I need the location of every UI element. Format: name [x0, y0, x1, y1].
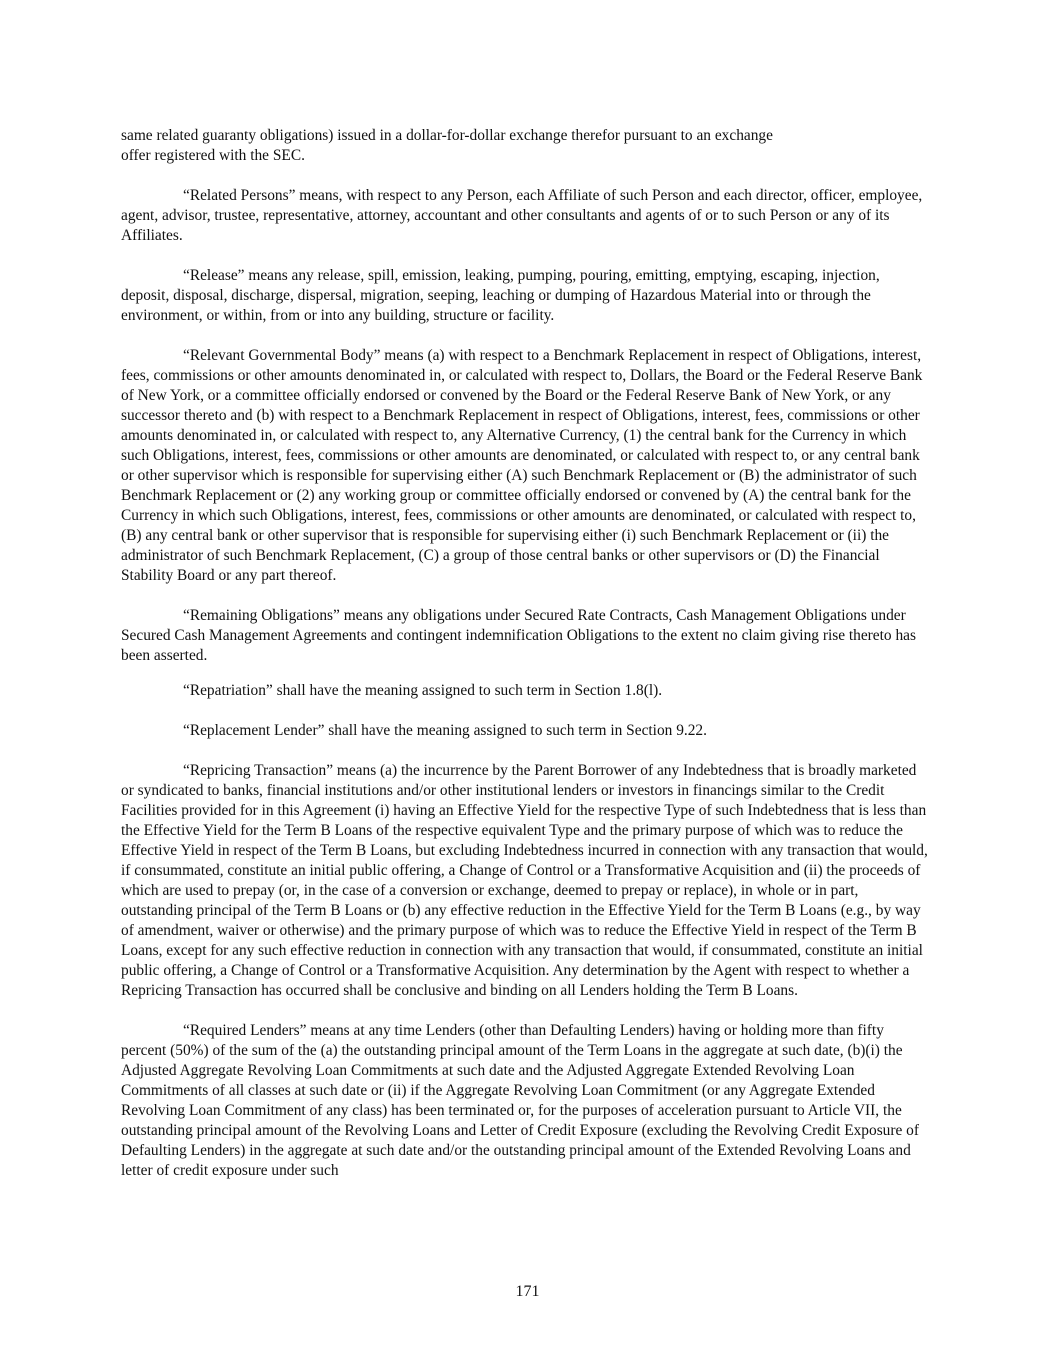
definition-required-lenders: “Required Lenders” means at any time Lenders (other than Defaulting Lenders) having or holding more than fifty percent (50%) of the sum of the (a) the outstanding principal amount of the Term Loans in the aggregate at such date, (b)(i) the Adjusted Aggregate Revolving Loan Commitments at such date and the Adjusted Aggregate Extended Revolving Loan Commitments of all classes at such date or (ii) if the Aggregate Revolving Loan Commitment (or any Aggregate Extended Revolving Loan Commitment of any class) has been terminated or, for the purposes of acceleration pursuant to Article VII, the outstanding principal amount of the Revolving Loans and Letter of Credit Exposure (excluding the Revolving Credit Exposure of Defaulting Lenders) in the aggregate at such date and/or the outstanding principal amount of the Extended Revolving Loans and letter of credit exposure under such [121, 1022, 919, 1179]
definition-release: “Release” means any release, spill, emission, leaking, pumping, pouring, emitting, emptying, escaping, injection, deposit, disposal, discharge, dispersal, migration, seeping, leaching or dumping of Hazardous Material into or through the environment, or within, from or into any building, structure or facility. [121, 267, 880, 324]
document-page [121, 126, 929, 1181]
definition-replacement-lender: “Replacement Lender” shall have the meaning assigned to such term in Section 9.22. [183, 722, 707, 739]
continuation-line-1: same related guaranty obligations) issued in a dollar-for-dollar exchange therefor pursuant to an exchange [121, 127, 773, 144]
definition-remaining-obligations: “Remaining Obligations” means any obligations under Secured Rate Contracts, Cash Management Obligations under Secured Cash Management Agreements and contingent indemnification Obligations to the extent no claim giving rise thereto has been asserted. [121, 607, 916, 664]
definition-related-persons: “Related Persons” means, with respect to any Person, each Affiliate of such Person and each director, officer, employee, agent, advisor, trustee, representative, attorney, accountant and other consultants and agents of or to such Person or any of its Affiliates. [121, 187, 923, 244]
page-number: 171 [515, 1283, 540, 1300]
definition-repricing-transaction: “Repricing Transaction” means (a) the incurrence by the Parent Borrower of any Indebtedness that is broadly marketed or syndicated to banks, financial institutions and/or other institutional lenders or investors in financings similar to the Credit Facilities provided for in this Agreement (i) having an Effective Yield for the respective Type of such Indebtedness that is less than the Effective Yield for the Term B Loans of the respective equivalent Type and the primary purpose of which was to reduce the Effective Yield in respect of the Term B Loans, but excluding Indebtedness incurred in connection with any transaction that would, if consummated, constitute an initial public offering, a Change of Control or a Transformative Acquisition and (ii) the proceeds of which are used to prepay (or, in the case of a conversion or exchange, deemed to prepay or replace), in whole or in part, outstanding principal of the Term B Loans or (b) any effective reduction in the Effective Yield for the Term B Loans (e.g., by way of amendment, waiver or otherwise) and the primary purpose of which was to reduce the Effective Yield in respect of the Term B Loans, except for any such effective reduction in connection with any transaction that would, if consummated, constitute an initial public offering, a Change of Control or a Transformative Acquisition. Any determination by the Agent with respect to whether a Repricing Transaction has occurred shall be conclusive and binding on all Lenders holding the Term B Loans. [121, 762, 928, 999]
continuation-line-2: offer registered with the SEC. [121, 147, 305, 164]
definition-relevant-governmental-body: “Relevant Governmental Body” means (a) with respect to a Benchmark Replacement in respect of Obligations, interest, fees, commissions or other amounts denominated in, or calculated with respect to, Dollars, the Board or the Federal Reserve Bank of New York, or a committee officially endorsed or convened by the Board or the Federal Reserve Bank of New York, or any successor thereto and (b) with respect to a Benchmark Replacement in respect of Obligations, interest, fees, commissions or other amounts denominated in, or calculated with respect to, any Alternative Currency, (1) the central bank for the Currency in which such Obligations, interest, fees, commissions or other amounts are denominated, or calculated with respect to, or any central bank or other supervisor which is responsible for supervising either (A) such Benchmark Replacement or (B) the administrator of such Benchmark Replacement or (2) any working group or committee officially endorsed or convened by (A) the central bank for the Currency in which such Obligations, interest, fees, commissions or other amounts are denominated, or calculated with respect to, (B) any central bank or other supervisor that is responsible for supervising either (i) such Benchmark Replacement or (ii) the administrator of such Benchmark Replacement, (C) a group of those central banks or other supervisors or (D) the Financial Stability Board or any part thereof. [121, 347, 923, 584]
definition-repatriation: “Repatriation” shall have the meaning assigned to such term in Section 1.8(l). [183, 682, 663, 699]
continuation-paragraph [121, 126, 929, 166]
